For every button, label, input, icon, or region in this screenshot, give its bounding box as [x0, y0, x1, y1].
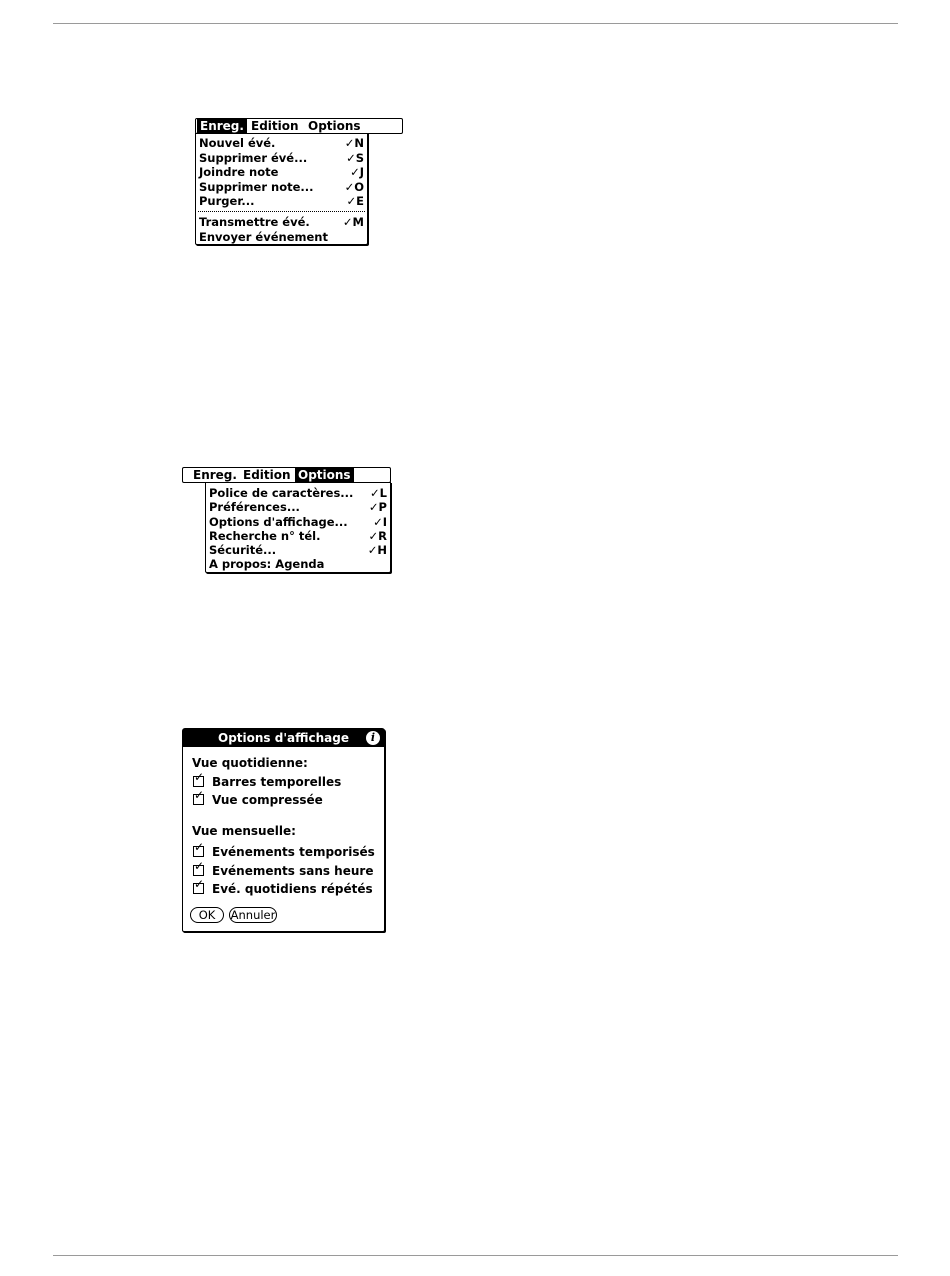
menu-item-shortcut: ✓H	[367, 543, 387, 557]
menu-item-shortcut: ✓E	[346, 194, 364, 208]
menu-item-police[interactable]	[209, 486, 387, 500]
checkbox-evenements-sans-heure[interactable]	[193, 859, 374, 879]
menu-item-label: Sécurité...	[209, 543, 277, 557]
menu-item-securite[interactable]	[209, 543, 387, 557]
menu-item-label: Transmettre évé.	[199, 215, 310, 229]
menu-item-label: Police de caractères...	[209, 486, 354, 500]
checkbox-label: Evénements sans heure	[212, 864, 374, 878]
daily-view-label: Vue quotidienne:	[192, 756, 308, 770]
menu-bar-1	[195, 118, 403, 134]
menu-item-label: Recherche n° tél.	[209, 529, 321, 543]
display-options-dialog	[182, 728, 385, 932]
info-icon[interactable]: i	[366, 731, 380, 745]
menu-item-supprimer-eve[interactable]	[199, 151, 364, 165]
menu-item-label: Supprimer note...	[199, 180, 314, 194]
dialog-title-bar	[183, 729, 384, 747]
menu-item-label: Options d'affichage...	[209, 515, 348, 529]
enreg-dropdown	[195, 133, 368, 245]
monthly-view-label: Vue mensuelle:	[192, 824, 296, 838]
checkbox-label: Evé. quotidiens répétés	[212, 882, 373, 896]
menu-item-purger[interactable]	[199, 194, 364, 208]
checkbox-eve-quotidiens-repetes[interactable]	[193, 877, 373, 897]
menu-bar-2	[182, 467, 391, 483]
menu-item-a-propos[interactable]	[209, 557, 387, 571]
menu-separator	[198, 211, 365, 212]
menu-item-shortcut: ✓N	[344, 136, 364, 150]
menu-item-label: Envoyer événement	[199, 230, 328, 244]
menu-item-label: Joindre note	[199, 165, 279, 179]
menu-item-shortcut: ✓S	[346, 151, 364, 165]
menu-item-supprimer-note[interactable]	[199, 180, 364, 194]
menu-item-nouvel-eve[interactable]	[199, 136, 364, 150]
menu-enreg[interactable]: Enreg.	[197, 118, 247, 134]
checkbox-evenements-temporises[interactable]	[193, 840, 375, 860]
menu-options[interactable]: Options	[295, 467, 354, 483]
checkbox-label: Vue compressée	[212, 793, 323, 807]
menu-item-recherche-tel[interactable]	[209, 529, 387, 543]
menu-item-label: Nouvel évé.	[199, 136, 276, 150]
checkbox-barres-temporelles[interactable]	[193, 770, 342, 790]
menu-item-options-affichage[interactable]	[209, 515, 387, 529]
top-rule	[53, 23, 898, 24]
menu-enreg[interactable]: Enreg.	[193, 468, 237, 482]
options-dropdown	[205, 482, 391, 573]
menu-edition[interactable]: Edition	[251, 119, 299, 133]
menu-item-shortcut: ✓O	[344, 180, 364, 194]
menu-item-shortcut: ✓J	[350, 165, 364, 179]
checkbox[interactable]: ✓	[193, 846, 204, 857]
menu-item-shortcut: ✓I	[373, 515, 387, 529]
menu-item-envoyer-evenement[interactable]	[199, 230, 364, 244]
menu-item-label: Purger...	[199, 194, 255, 208]
menu-item-label: Préférences...	[209, 500, 300, 514]
menu-item-shortcut: ✓L	[370, 486, 387, 500]
menu-item-preferences[interactable]	[209, 500, 387, 514]
dialog-title: Options d'affichage	[218, 731, 349, 745]
menu-item-label: A propos: Agenda	[209, 557, 325, 571]
cancel-button[interactable]: Annuler	[230, 908, 276, 922]
checkbox-label: Evénements temporisés	[212, 845, 375, 859]
checkbox[interactable]: ✓	[193, 883, 204, 894]
menu-item-label: Supprimer évé...	[199, 151, 308, 165]
checkbox[interactable]: ✓	[193, 776, 204, 787]
ok-button[interactable]: OK	[190, 907, 224, 923]
menu-item-shortcut: ✓P	[368, 500, 387, 514]
checkbox-label: Barres temporelles	[212, 775, 342, 789]
menu-item-shortcut: ✓R	[368, 529, 387, 543]
menu-item-shortcut: ✓M	[342, 215, 364, 229]
checkbox[interactable]: ✓	[193, 794, 204, 805]
checkbox[interactable]: ✓	[193, 865, 204, 876]
menu-item-transmettre-eve[interactable]	[199, 215, 364, 229]
menu-options[interactable]: Options	[308, 119, 361, 133]
menu-edition[interactable]: Edition	[243, 468, 291, 482]
checkbox-vue-compressee[interactable]	[193, 788, 323, 808]
menu-item-joindre-note[interactable]	[199, 165, 364, 179]
bottom-rule	[53, 1255, 898, 1256]
